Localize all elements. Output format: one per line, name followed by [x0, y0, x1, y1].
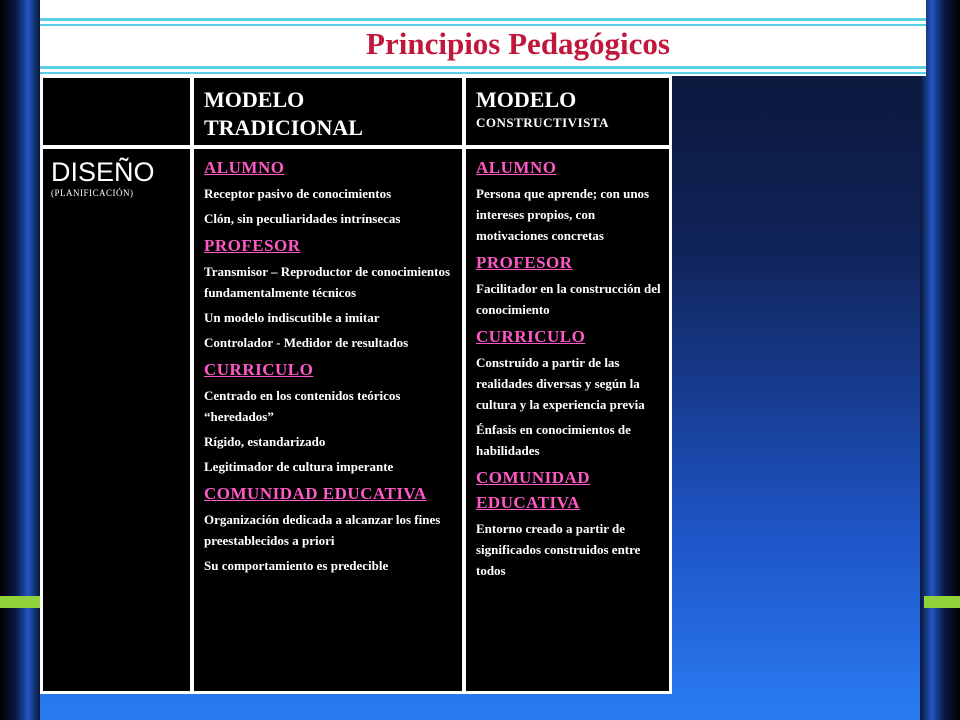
cons-alumno-heading: ALUMNO [476, 158, 557, 177]
title-top-line [40, 18, 926, 21]
trad-curriculo-item: Rígido, estandarizado [204, 434, 326, 449]
corner-cell [43, 78, 190, 145]
cons-curriculo-heading: CURRICULO [476, 327, 586, 346]
column-constructivista [466, 149, 669, 691]
trad-profesor-heading: PROFESOR [204, 236, 301, 255]
trad-alumno-heading: ALUMNO [204, 158, 285, 177]
trad-comunidad-item: Su comportamiento es predecible [204, 558, 389, 573]
cons-curriculo-item: Construido a partir de las realidades diversas y según la cultura y la experiencia previa [476, 355, 645, 412]
header-tradicional-label: MODELO TRADICIONAL [204, 87, 363, 140]
trad-profesor-item: Controlador - Medidor de resultados [204, 335, 409, 350]
trad-alumno-item: Clón, sin peculiaridades intrínsecas [204, 211, 401, 226]
trad-profesor-item: Transmisor – Reproductor de conocimientos fundamentalmente técnicos [204, 264, 451, 300]
left-decor-stripe [0, 0, 40, 720]
cons-comunidad-item: Entorno creado a partir de significados construidos entre todos [476, 521, 641, 578]
row-label: DISEÑO [51, 157, 155, 187]
left-green-accent [0, 596, 40, 608]
cons-profesor-heading: PROFESOR [476, 253, 573, 272]
header-constructivista-line1: MODELO [476, 87, 577, 112]
title-bottom-line-thin [40, 72, 926, 74]
trad-curriculo-item: Legitimador de cultura imperante [204, 459, 394, 474]
header-constructivista-line2: CONSTRUCTIVISTA [476, 115, 609, 130]
trad-comunidad-item: Organización dedicada a alcanzar los fines preestablecidos a priori [204, 512, 441, 548]
cons-alumno-item: Persona que aprende; con unos intereses propios, con motivaciones concretas [476, 186, 650, 243]
trad-curriculo-heading: CURRICULO [204, 360, 314, 379]
right-green-accent [924, 596, 960, 608]
page-title: Principios Pedagógicos [366, 26, 670, 61]
cons-profesor-item: Facilitador en la construcción del conocimiento [476, 281, 661, 317]
row-label-diseno [43, 149, 190, 691]
title-bottom-line [40, 66, 926, 69]
cons-comunidad-heading: COMUNIDAD EDUCATIVA [476, 468, 591, 512]
trad-curriculo-item: Centrado en los contenidos teóricos “heredados” [204, 388, 401, 424]
trad-alumno-item: Receptor pasivo de conocimientos [204, 186, 392, 201]
trad-comunidad-heading: COMUNIDAD EDUCATIVA [204, 484, 427, 503]
column-tradicional [194, 149, 462, 691]
comparison-table [40, 75, 672, 694]
right-decor-stripe [920, 0, 960, 720]
trad-profesor-item: Un modelo indiscutible a imitar [204, 310, 380, 325]
cons-curriculo-item: Énfasis en conocimientos de habilidades [476, 422, 631, 458]
header-constructivista [466, 78, 669, 145]
row-sublabel: (PLANIFICACIÓN) [51, 188, 134, 198]
header-tradicional [194, 78, 462, 145]
